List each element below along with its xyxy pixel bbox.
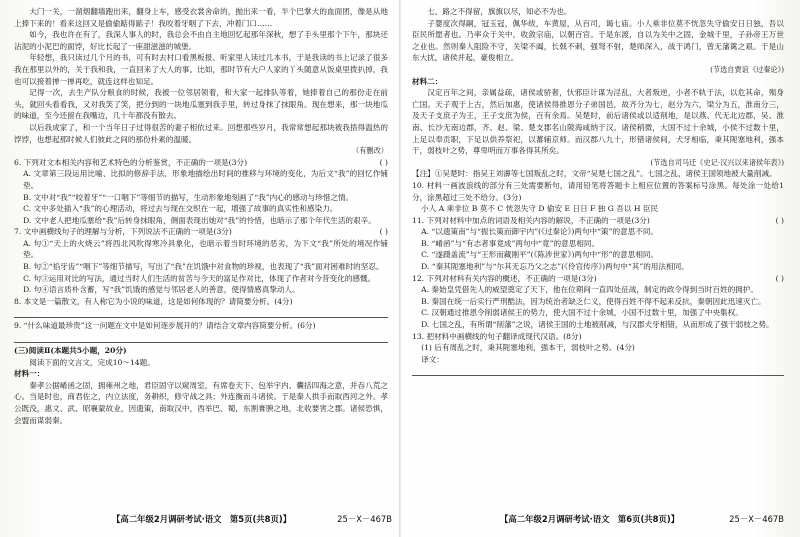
question-6-stem: 6. 下列对文本相关内容和艺术特色的分析鉴赏，不正确的一项是(3分) ( ) — [14, 157, 388, 167]
source-note: (节选自贾谊《过秦论》) — [710, 64, 784, 74]
q11-option-d: D. “秦其阨塞地利”与“尔其无忘乃父之志”(《伶官传序》)两句中“其”的用法相同。 — [421, 262, 689, 272]
footer-right — [500, 511, 784, 527]
q12-option-a: A. 秦始皇凭借先人的威望奠定了天下，他在位期间一直四处征战，制定的政令得到当时百姓的拥护。 — [421, 285, 758, 295]
material-2-heading: 材料二： — [412, 76, 443, 86]
q13-part-1: (1) 后有周乱之时，秉其阨塞地利，强本干，弱枝叶之势。(4分) — [421, 343, 635, 353]
passage-paragraph: 七、路之不得留，旗旗以尽，知必不为也。 — [427, 7, 572, 16]
material-1-text: 秦孝公据崤函之固，拥雍州之地，君臣固守以窥周室，有席卷天下、包举宇内、囊括四海之意，并吞八荒之心。当是时也，商君佐之，内立法度，务耕织，修守战之具；外连衡而斗诸侯。于是秦人拱手而取西河之外。孝公既没，惠文、武、昭襄蒙故业，因遗策，南取汉中，西举巴、蜀，东割膏腴之地，北收要害之郡。诸侯恐惧，会盟而谋弱秦。 — [14, 380, 388, 425]
q11-option-a: A. “以遗策南”与“振长策而御宇内”(《过秦论》)两句中“策”的意思不同。 — [421, 227, 659, 237]
q11-option-c: C. “遂蹑盖流”与“王形而藏刚平”(《陈涉世家》)两句中“形”的意思相同。 — [421, 250, 659, 260]
passage-paragraph: 如今，我也许在有了，我深人事人的时，我总会不由自主地回忆起那年深秋，想了手头里那个下午，那块还沾泥的小泥巴的面饽，好比长起了一座甜滋滋的城堡。 — [14, 30, 388, 51]
q12-option-d: D. 七国之乱，有所谓“削藩”之说，诸侯王国的土地被削减，与汉郡犬牙相错，从而形成了强干弱枝之势。 — [421, 320, 774, 330]
footer-title: 【高二年级2月调研考试·语文 第5页(共8页)】 — [112, 514, 292, 524]
answer-line[interactable] — [14, 333, 388, 343]
left-page — [14, 6, 388, 506]
q6-option-d: D. 文中老人把地瓜塞给“我”后转身抹眼角，侧面表现出她对“我”的怜惜，也暗示了那个年代生活的艰辛。 — [23, 215, 376, 225]
q7-option-c: C. 句③运用对比的写法，通过当时人们生活的贫苦与今天的富足作对比，体现了作者对今昔变化的感慨。 — [23, 273, 376, 283]
question-10: 10. 材料一画波浪线的部分有三处需要断句，请用铅笔将答题卡上相应位置的答案标号涂黑。每处涂一处给1分，涂黑超过三处不给分。(3分) — [412, 180, 784, 202]
footer-code: 25－X－467B — [337, 514, 392, 524]
q7-option-d: D. 句④语言质朴含蓄，写“我”饥饿的感觉与邻居老人的善意，使得情感真挚动人。 — [23, 285, 300, 295]
source-note: (节选自司马迁《史记·汉兴以来诸侯年表》) — [650, 157, 784, 167]
q6-option-a: A. 文章第三段运用比喻、比拟的修辞手法，形象地描绘出时间的推移与环境的变化，为后文“我”的回忆作铺垫。 — [23, 169, 388, 190]
annotation-note: 【注】①吴楚时：指吴王刘濞等七国叛乱之时，文帝“吴楚七国之乱”。七国之乱，诸侯王国领地被大量削减。 — [412, 169, 777, 179]
question-7-stem: 7. 文中画横线句子的理解与分析，下列说法不正确的一项是(3分) ( ) — [14, 227, 388, 237]
source-note: （有删改） — [352, 146, 388, 156]
question-11-stem: 11. 下列对材料中加点的词语及相关内容的解说，不正确的一项是(3分) ( ) — [412, 215, 784, 225]
passage-paragraph: 年轻想，我只读过几个月的书，可有时去村口看黑板报、听家里人读过几本书，于是我读的书上记录了很多我在那里以外的，关于我和我，一直回来了大人的事。比如，那时节有大户人家的丫头随意从饭桌里拨扒掉，我也可以接着掸一掸再吃，就连这样也知足。 — [14, 53, 388, 86]
passage-paragraph: 记得一次，去生产队分粮食的时候，我被一位邻居领着，和大家一起排队等着，她捧着自己的那份走在前头，就回头看看我，又对我笑了笑，把分到的一块地瓜塞到我手里，转过身抹了抹眼角。现在想来，那一块地瓜的味道，至今还留在我嘴边，几十年都没有散去。 — [14, 88, 388, 121]
page-fold — [399, 0, 401, 537]
right-page — [412, 6, 784, 506]
question-13: 13. 把材料中画横线的句子翻译成现代汉语。(8分) — [412, 331, 582, 341]
passage-paragraph: 大门一关，一溜烟翻墙跑出来，翻身上车，感受衣裳舍命的，抛出来一看，半个巴掌大的血面团，像是从地上捧下来的！看来这回又是偷偷踮得踮子！我咬着牙咽了下去，冲着门口…… — [14, 7, 388, 28]
q11-option-b: B. “崤函”与“有志者事竟成”两句中“竟”的意思相同。 — [421, 238, 600, 248]
footer-code: 25－X－467B — [729, 514, 784, 524]
q7-option-a: A. 句①“天上的火烧云”将西北风吹得寒冷具象化，也暗示着当时环境的恶劣，为下文“我”所处的境况作铺垫。 — [23, 238, 388, 260]
footer-title: 【高二年级2月调研考试·语文 第6页(共8页)】 — [500, 514, 680, 524]
passage-paragraph: 以后我成家了，和一个当年日子过得很苦的妻子相依过来。回想那些岁月，我常常想起那块被我捂得温热的饽饽，也想起那时候人们彼此之间的那份朴素的温暖。 — [14, 122, 388, 144]
q10-breakpoints[interactable]: 小人 A 乘非位 B 莫不 C 恍忽失守 D 偷安 E 日日 F 独 G 吾以 H 臣民 — [421, 204, 659, 214]
question-8: 8. 本文是一篇散文，有人称它为小说的味道，这是如何体现的？请简要分析。(4分) — [14, 296, 293, 306]
passage-paragraph: 子婴度次得嗣，冠玉冠，佩华绂，车黄屋，从百司，谒七庙。小人乘非位莫不恍忽失守偷安日日独，吾以臣民所愿者也。乃率众于关中，收敛宗庙，以朝百官。于是东渡，自以为关中之固，金城千里，子孙帝王万世之业也。然则秦人阻险不守，关梁不阖，长戟不刺，强弩不射，楚师深入，战于鸿门，曾无藩篱之艰。于是山东大扰，诸侯并起，豪俊相立。 — [412, 18, 784, 63]
answer-line[interactable] — [14, 308, 388, 318]
section-instruction: 阅读下面的文言文，完成10～14题。 — [29, 357, 155, 367]
footer-left — [112, 511, 392, 527]
material-1-heading: 材料一： — [14, 369, 45, 379]
question-9: 9. “什么味道最珍贵”这一问题在文中是如何逐步展开的？请结合文章内容简要分析。(6分) — [14, 321, 316, 331]
q6-option-b: B. 文中对“我”“咬着牙”“一口咽下”等细节的描写，生动形象地刻画了“我”内心的感动与珍惜之情。 — [23, 192, 354, 202]
q7-option-b: B. 句②“掐牙齿”“咽下”等细节描写，写出了“我”在饥饿中对食物的珍视，也表现了“我”面对困难时的坚忍。 — [23, 262, 384, 272]
translation-label: 译文： — [421, 354, 444, 364]
q12-option-b: B. 秦国在统一后实行严刑酷法，因为统治者缺乏仁义，使得百姓不得不起来反抗，秦朝因此迅速灭亡。 — [421, 296, 766, 306]
material-2-text: 汉定百年之间，亲属益疏，诸侯或骄奢，忕邪臣计谋为淫乱，大者叛逆，小者不轨于法，以危其命，殒身亡国。天子观于上古，然后加惠，使诸侯得推恩分子弟国邑，故齐分为七，赵分为六，梁分为五，淮南分三，及天子支庶子为王，王子支庶为侯，百有余焉。吴楚时，前后诸侯或以适削地，是以燕、代无北边郡，吴、淮南、长沙无南边郡，齐、赵、梁、楚支郡名山陂海咸纳于汉。诸侯稍微，大国不过十余城，小侯不过数十里，上足以奉贡职，下足以供养祭祀，以蕃辅京师。而汉郡八九十，形错诸侯间，犬牙相临，秉其阨塞地利，强本干，弱枝叶之势，尊卑明而万事各得其所矣。 — [412, 88, 784, 156]
section-heading: (三)阅读Ⅱ(本题共5小题，20分) — [14, 346, 127, 356]
answer-line[interactable] — [412, 366, 784, 376]
q6-option-c: C. 文中多处插入“我”的心理活动，将过去与现在交织在一起，增强了故事的真实性和感染力。 — [23, 204, 338, 214]
question-12-stem: 12. 下列对材料有关内容的概述，不正确的一项是(3分) ( ) — [412, 273, 784, 283]
q12-option-c: C. 汉朝通过推恩令削弱诸侯王的势力，使大国不过十余城，小国不过数十里，加强了中央集权。 — [421, 308, 743, 318]
